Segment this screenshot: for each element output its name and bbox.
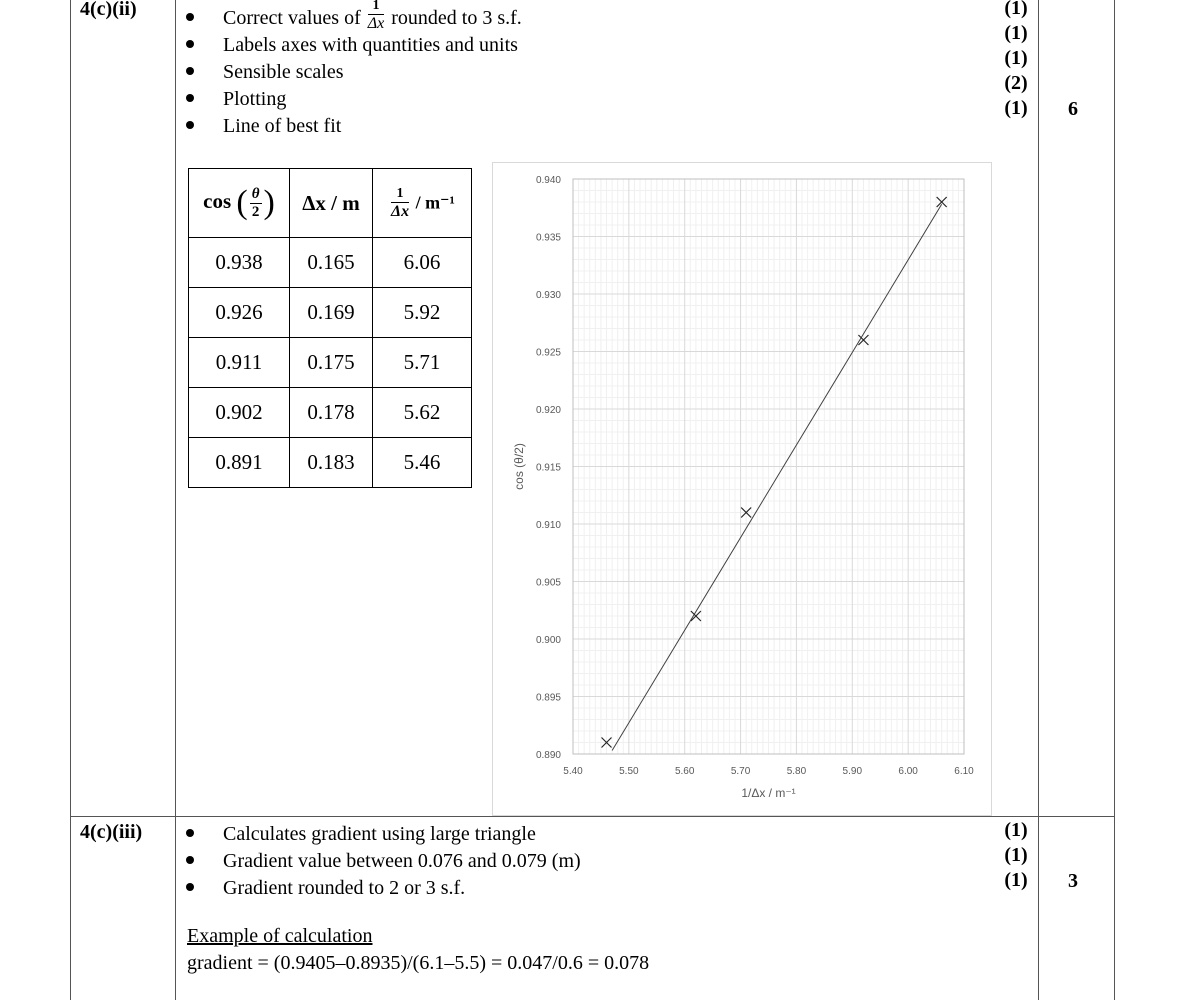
bullet-text: Labels axes with quantities and units	[223, 34, 518, 56]
y-tick-label: 0.930	[535, 290, 561, 301]
x-tick-label: 5.70	[730, 766, 751, 777]
table-right-border	[1114, 0, 1115, 1000]
question-ref-4ciii: 4(c)(iii)	[80, 821, 143, 843]
table-cell: 5.62	[373, 388, 472, 438]
scatter-chart	[493, 163, 991, 815]
table-cell: 5.92	[373, 288, 472, 338]
mark-value: (1)	[1004, 22, 1028, 44]
header-one-over-delta-x: $\frac{1}{\Delta x}$ / m⁻¹	[373, 169, 472, 238]
x-axis-label: 1/Δx / m⁻¹	[741, 786, 796, 800]
table-cell: 0.911	[189, 338, 290, 388]
y-tick-label: 0.890	[535, 750, 561, 761]
table-cell: 0.183	[290, 438, 373, 488]
table-cell: 6.06	[373, 238, 472, 288]
y-tick-labels	[536, 175, 561, 761]
bullet-dot-icon	[186, 829, 194, 837]
table-cell: 0.902	[189, 388, 290, 438]
fraction-one-over-dx: $\frac{1}{\Delta x}$	[367, 0, 385, 32]
table-cell: 5.71	[373, 338, 472, 388]
header-delta-x: Δx / m	[290, 169, 373, 238]
marks-column-4ciii	[1002, 818, 1030, 893]
table-cell: 0.926	[189, 288, 290, 338]
y-tick-label: 0.925	[535, 347, 561, 359]
bullet-text: Gradient rounded to 2 or 3 s.f.	[223, 877, 466, 899]
mark-value: (1)	[1004, 97, 1028, 119]
x-tick-label: 5.90	[842, 766, 863, 777]
table-cell: 0.165	[290, 238, 373, 288]
bullet-dot-icon	[186, 121, 194, 129]
bullet-text: Sensible scales	[223, 61, 344, 83]
x-tick-label: 5.60	[674, 766, 695, 777]
bullet-text: Gradient value between 0.076 and 0.079 (m)	[223, 850, 581, 872]
bullet-text: Plotting	[223, 88, 287, 110]
x-tick-label: 6.00	[898, 766, 918, 777]
marks-column-4cii	[1002, 0, 1030, 121]
table-header-row	[189, 169, 472, 238]
mark-value: (1)	[1004, 47, 1028, 69]
mark-value: (1)	[1004, 844, 1028, 866]
mark-value: (1)	[1004, 819, 1028, 841]
bullet-dot-icon	[186, 883, 194, 891]
question-ref-4cii: 4(c)(ii)	[80, 0, 137, 20]
table-row	[189, 338, 472, 388]
table-row	[189, 388, 472, 438]
example-calculation: gradient = (0.9405–0.8935)/(6.1–5.5) = 0.047/0.6 = 0.078	[187, 952, 650, 974]
y-tick-label: 0.900	[535, 635, 561, 646]
best-fit-line	[612, 204, 942, 750]
column-divider-ref	[175, 0, 176, 1000]
table-row	[189, 438, 472, 488]
y-tick-label: 0.915	[535, 462, 561, 474]
x-tick-label: 5.40	[563, 766, 583, 777]
table-row	[189, 288, 472, 338]
table-cell: 0.169	[290, 288, 373, 338]
bullet-dot-icon	[186, 856, 194, 864]
total-marks-4ciii: 3	[1068, 870, 1078, 892]
table-cell: 0.175	[290, 338, 373, 388]
bullet-dot-icon	[186, 13, 194, 21]
column-divider-marks	[1038, 0, 1039, 1000]
bullet-text: Calculates gradient using large triangle	[223, 823, 536, 845]
y-tick-label: 0.895	[535, 692, 561, 704]
mark-value: (1)	[1004, 869, 1028, 891]
mark-value: (1)	[1004, 0, 1028, 19]
table-cell: 5.46	[373, 438, 472, 488]
chart-container	[492, 162, 992, 816]
table-cell: 0.938	[189, 238, 290, 288]
x-tick-label: 5.80	[786, 766, 807, 777]
table-row	[189, 238, 472, 288]
table-cell: 0.178	[290, 388, 373, 438]
table-left-border	[70, 0, 71, 1000]
mark-value: (2)	[1004, 72, 1028, 94]
total-marks-4cii: 6	[1068, 98, 1078, 120]
example-heading: Example of calculation	[187, 925, 373, 947]
bullet-text: Correct values of $\frac{1}{\Delta x}$ rounded to 3 s.f.	[223, 0, 522, 32]
data-table	[188, 168, 472, 488]
bullet-dot-icon	[186, 40, 194, 48]
y-tick-label: 0.920	[535, 405, 561, 416]
y-tick-label: 0.940	[535, 175, 561, 186]
table-cell: 0.891	[189, 438, 290, 488]
y-tick-label: 0.910	[535, 520, 561, 531]
x-tick-labels	[563, 766, 974, 777]
bullet-dot-icon	[186, 67, 194, 75]
bullet-text: Line of best fit	[223, 115, 342, 137]
header-cos-theta: cos ( $\frac{\theta}{2}$ )	[189, 169, 290, 238]
y-tick-label: 0.935	[535, 232, 561, 244]
bullet-dot-icon	[186, 94, 194, 102]
y-tick-label: 0.905	[535, 577, 561, 589]
y-axis-label: cos (θ/2)	[512, 443, 526, 490]
x-tick-label: 6.10	[954, 766, 974, 777]
x-tick-label: 5.50	[619, 766, 639, 777]
